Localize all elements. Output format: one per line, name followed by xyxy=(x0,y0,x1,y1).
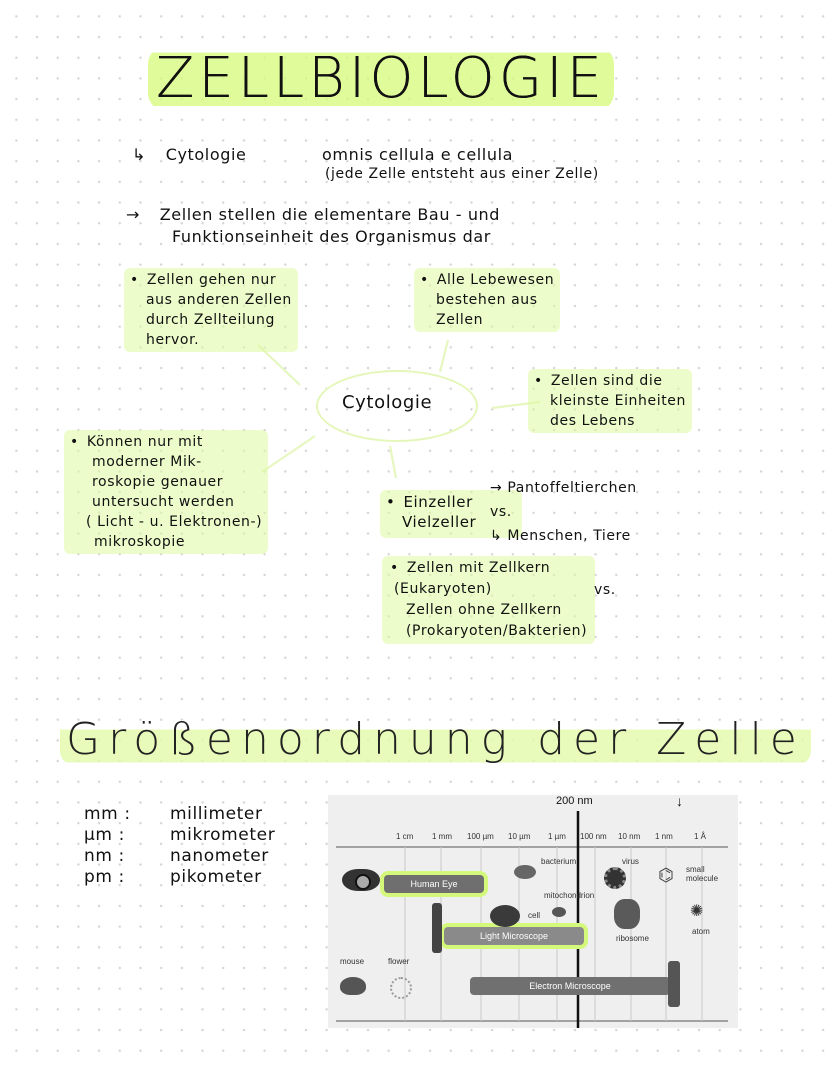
latin-phrase: omnis cellula e cellula xyxy=(322,145,514,164)
bubble-tl-line: aus anderen Zellen xyxy=(146,292,292,308)
cytology-term: Cytologie xyxy=(165,145,247,164)
bubble-tr-line: Zellen xyxy=(436,312,484,328)
unit-name: mikrometer xyxy=(170,825,276,845)
definition-line-2: Funktionseinheit des Organismus dar xyxy=(172,227,491,246)
eukaryote-label: • Zellen mit Zellkern xyxy=(390,558,587,579)
eukaryote-term: (Eukaryoten) xyxy=(394,581,492,597)
bacterium-icon xyxy=(514,865,536,879)
bubble-top-left xyxy=(124,268,298,352)
electron-microscope-icon xyxy=(668,961,680,1007)
connector-l xyxy=(262,436,315,472)
unit-abbr: µm : xyxy=(84,825,125,845)
electron-microscope-bar: Electron Microscope xyxy=(470,977,670,995)
latin-translation: (jede Zelle entsteht aus einer Zelle) xyxy=(325,166,599,182)
tick-label: 1 µm xyxy=(548,832,566,841)
virus-icon xyxy=(604,867,626,889)
connector-b xyxy=(390,446,396,478)
bubble-l-line: roskopie genauer xyxy=(92,474,224,490)
multi-cell-label: Vielzeller xyxy=(402,513,477,531)
unit-abbr: pm : xyxy=(84,867,125,887)
prokaryote-term: (Prokaryoten/Bakterien) xyxy=(406,623,588,639)
tick-label: 100 nm xyxy=(580,832,607,841)
prokaryote-label: Zellen ohne Zellkern xyxy=(406,602,562,618)
light-microscope-icon xyxy=(432,903,442,953)
bubble-l-line: mikroskopie xyxy=(94,534,186,550)
tick-label: 1 cm xyxy=(396,832,414,841)
bubble-l-line: moderner Mik- xyxy=(92,454,202,470)
section-title xyxy=(60,714,811,765)
unit-abbr: nm : xyxy=(84,846,125,866)
flower-icon xyxy=(390,977,412,999)
virus-label: virus xyxy=(622,857,639,866)
bubble-bottom-2 xyxy=(382,556,595,644)
flower-label: flower xyxy=(388,957,410,966)
connector-tr xyxy=(440,340,448,372)
bubble-tr-line: bestehen aus xyxy=(436,292,538,308)
center-label: Cytologie xyxy=(342,392,433,413)
page-title-text: ZELLBIOLOGIE xyxy=(148,46,614,111)
bubble-r-line: kleinste Einheiten xyxy=(550,393,686,409)
arrow-icon: ↳ xyxy=(132,145,147,164)
bubble-l-line: untersucht werden xyxy=(92,494,235,510)
section-title-text: Größenordnung der Zelle xyxy=(60,714,811,765)
bubble-l-line: • Können nur mit xyxy=(70,432,262,452)
bubble-tl-line: • Zellen gehen nur xyxy=(130,270,292,290)
example-single-cell: → Pantoffeltierchen xyxy=(490,480,637,496)
eye-icon xyxy=(342,869,380,891)
unit-name: pikometer xyxy=(170,867,262,887)
scale-header: 200 nm xyxy=(556,795,593,807)
mouse-icon xyxy=(340,977,366,995)
ribosome-label: ribosome xyxy=(616,934,649,943)
units-list xyxy=(84,804,275,888)
molecule-icon: ⌬ xyxy=(658,865,674,886)
bubble-top-right xyxy=(414,268,560,332)
bubble-r-line: • Zellen sind die xyxy=(534,371,686,391)
unit-name: millimeter xyxy=(170,804,263,824)
bubble-l-line: ( Licht - u. Elektronen-) xyxy=(86,514,263,530)
unit-abbr: mm : xyxy=(84,804,131,824)
unit-row xyxy=(84,867,275,888)
bubble-tl-line: durch Zellteilung xyxy=(146,312,275,328)
unit-name: nanometer xyxy=(170,846,269,866)
arrow-right-icon: → xyxy=(126,205,141,224)
mouse-label: mouse xyxy=(340,957,365,966)
ribosome-icon xyxy=(614,899,640,929)
atom-label: atom xyxy=(692,927,710,936)
light-microscope-bar: Light Microscope xyxy=(444,927,584,945)
unit-row xyxy=(84,846,275,867)
atom-icon: ✺ xyxy=(690,901,704,920)
bubble-r-line: des Lebens xyxy=(550,413,636,429)
arrow-down-icon: ↓ xyxy=(676,795,683,809)
size-scale-figure xyxy=(328,795,738,1028)
tick-label: 1 Å xyxy=(694,832,707,841)
vs-label-2: vs. xyxy=(594,582,616,598)
bubble-right xyxy=(528,369,692,433)
tick-label: 1 mm xyxy=(432,832,452,841)
single-cell-label: • Einzeller xyxy=(386,492,516,512)
tick-label: 100 µm xyxy=(467,832,494,841)
cell-label: cell xyxy=(528,911,541,920)
bubble-left xyxy=(64,430,268,554)
unit-row xyxy=(84,804,275,825)
example-multi-cell: ↳ Menschen, Tiere xyxy=(490,528,631,544)
small-molecule-label: small molecule xyxy=(686,865,719,883)
vs-label-1: vs. xyxy=(490,504,512,520)
bacterium-label: bacterium xyxy=(541,857,577,866)
tick-label: 10 nm xyxy=(618,832,641,841)
definition-text-1: Zellen stellen die elementare Bau - und xyxy=(159,205,501,224)
bubble-tr-line: • Alle Lebewesen xyxy=(420,270,554,290)
tick-label: 1 nm xyxy=(655,832,673,841)
mitochondrion-label: mitochondrion xyxy=(544,891,595,900)
mitochondrion-icon xyxy=(552,907,566,917)
unit-row xyxy=(84,825,275,846)
cell-icon xyxy=(490,905,520,927)
bubble-tl-line: hervor. xyxy=(146,332,200,348)
tick-label: 10 µm xyxy=(508,832,531,841)
human-eye-bar: Human Eye xyxy=(384,875,484,893)
